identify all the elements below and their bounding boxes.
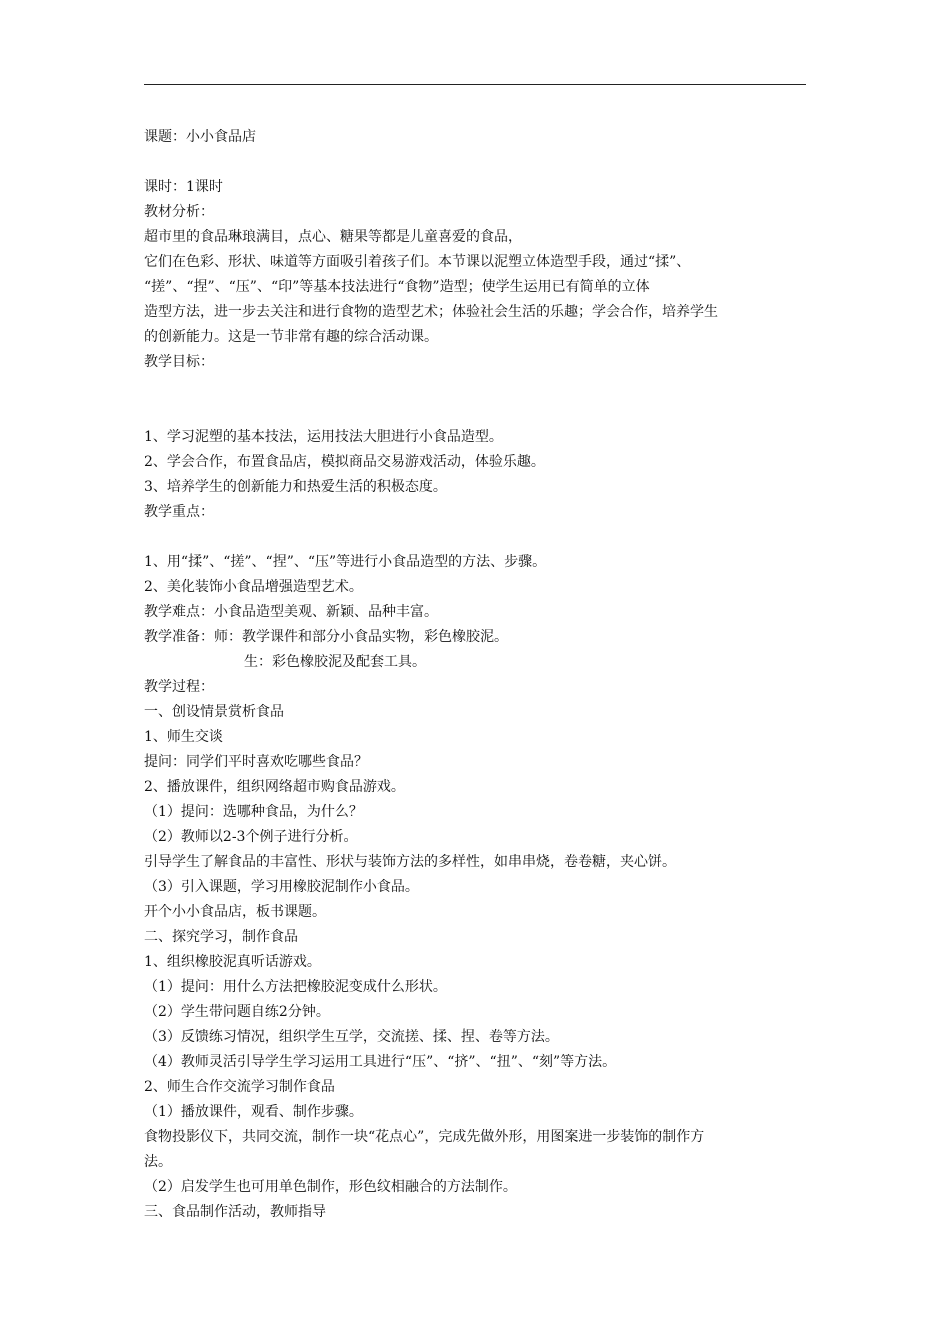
material-line: 造型方法，进一步去关注和进行食物的造型艺术；体验社会生活的乐趣；学会合作，培养学生 bbox=[144, 304, 718, 320]
process-line: （1）播放课件，观看、制作步骤。 bbox=[144, 1104, 363, 1120]
material-line: 的创新能力。这是一节非常有趣的综合活动课。 bbox=[144, 329, 438, 345]
key-heading: 教学重点： bbox=[144, 504, 214, 520]
process-line: （2）学生带问题自练2分钟。 bbox=[144, 1004, 330, 1020]
material-line: 超市里的食品琳琅满目，点心、糖果等都是儿童喜爱的食品， bbox=[144, 229, 522, 245]
material-heading: 教材分析： bbox=[144, 204, 214, 220]
process-line: 1、组织橡胶泥真听话游戏。 bbox=[144, 954, 321, 970]
process-line: 二、探究学习，制作食品 bbox=[144, 929, 298, 945]
process-line: （3）反馈练习情况，组织学生互学，交流搓、揉、捏、卷等方法。 bbox=[144, 1029, 559, 1045]
lesson-hours: 课时：1课时 bbox=[144, 179, 223, 195]
process-line: （2）启发学生也可用单色制作，形色纹相融合的方法制作。 bbox=[144, 1179, 517, 1195]
process-line: （3）引入课题，学习用橡胶泥制作小食品。 bbox=[144, 879, 419, 895]
prep-student-line: 生：彩色橡胶泥及配套工具。 bbox=[244, 654, 426, 670]
process-line: 三、食品制作活动，教师指导 bbox=[144, 1204, 326, 1220]
process-line: （2）教师以2-3个例子进行分析。 bbox=[144, 829, 358, 845]
process-heading: 教学过程： bbox=[144, 679, 214, 695]
goal-item: 2、学会合作，布置食品店，模拟商品交易游戏活动，体验乐趣。 bbox=[144, 454, 545, 470]
process-line: （4）教师灵活引导学生学习运用工具进行“压”、“挤”、“扭”、“刻”等方法。 bbox=[144, 1054, 617, 1070]
goal-item: 3、培养学生的创新能力和热爱生活的积极态度。 bbox=[144, 479, 447, 495]
lesson-title: 课题：小小食品店 bbox=[144, 129, 256, 145]
prep-teacher-line: 教学准备：师：教学课件和部分小食品实物，彩色橡胶泥。 bbox=[144, 629, 508, 645]
process-line: 法。 bbox=[144, 1154, 172, 1170]
process-line: 引导学生了解食品的丰富性、形状与装饰方法的多样性，如串串烧，卷卷糖，夹心饼。 bbox=[144, 854, 676, 870]
material-line: 它们在色彩、形状、味道等方面吸引着孩子们。本节课以泥塑立体造型手段，通过“揉”、 bbox=[144, 254, 691, 270]
key-point: 2、美化装饰小食品增强造型艺术。 bbox=[144, 579, 363, 595]
goals-heading: 教学目标： bbox=[144, 354, 214, 370]
process-line: 2、播放课件，组织网络超市购食品游戏。 bbox=[144, 779, 405, 795]
process-line: 提问：同学们平时喜欢吃哪些食品？ bbox=[144, 754, 368, 770]
process-line: 开个小小食品店，板书课题。 bbox=[144, 904, 326, 920]
process-line: （1）提问：用什么方法把橡胶泥变成什么形状。 bbox=[144, 979, 447, 995]
key-point: 1、用“揉”、“搓”、“捏”、“压”等进行小食品造型的方法、步骤。 bbox=[144, 554, 547, 570]
material-line: “搓”、“捏”、“压”、“印”等基本技法进行“食物”造型；使学生运用已有简单的立体 bbox=[144, 279, 650, 295]
process-line: 一、创设情景赏析食品 bbox=[144, 704, 284, 720]
process-line: 2、师生合作交流学习制作食品 bbox=[144, 1079, 335, 1095]
header-rule bbox=[144, 84, 806, 85]
process-line: 食物投影仪下，共同交流，制作一块“花点心”，完成先做外形，用图案进一步装饰的制作方 bbox=[144, 1129, 705, 1145]
goal-item: 1、学习泥塑的基本技法，运用技法大胆进行小食品造型。 bbox=[144, 429, 503, 445]
process-line: 1、师生交谈 bbox=[144, 729, 223, 745]
difficulty-line: 教学难点：小食品造型美观、新颖、品种丰富。 bbox=[144, 604, 438, 620]
process-line: （1）提问：选哪种食品，为什么？ bbox=[144, 804, 363, 820]
